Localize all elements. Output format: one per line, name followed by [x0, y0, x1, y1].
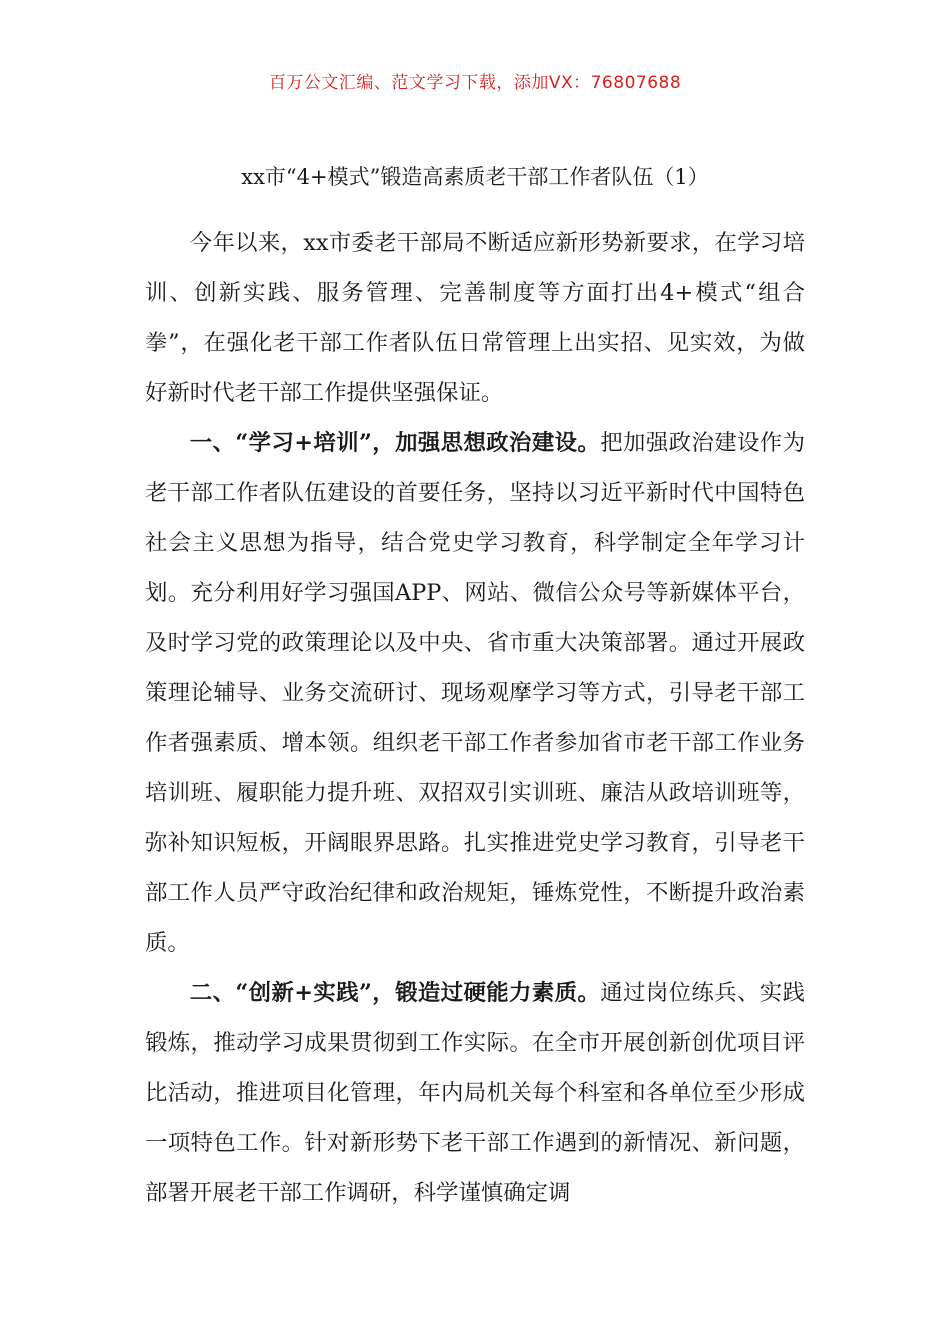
paragraph-section-2 [145, 968, 805, 1218]
paragraph-text: 通过岗位练兵、实践锻炼，推动学习成果贯彻到工作实际。在全市开展创新创优项目评比活动，推进项目化管理，年内局机关每个科室和各单位至少形成一项特色工作。针对新形势下老干部工作遇到的新情况、新问题，部署开展老干部工作调研，科学谨慎确定调 [145, 980, 805, 1206]
paragraph-lead: 二、“创新+实践”，锻造过硬能力素质。 [189, 980, 601, 1006]
paragraph-text: 今年以来，xx市委老干部局不断适应新形势新要求，在学习培训、创新实践、服务管理、完善制度等方面打出4+模式“组合拳”，在强化老干部工作者队伍日常管理上出实招、见实效，为做好新时代老干部工作提供坚强保证。 [145, 230, 805, 406]
paragraph-text: 把加强政治建设作为老干部工作者队伍建设的首要任务，坚持以习近平新时代中国特色社会主义思想为指导，结合党史学习教育，科学制定全年学习计划。充分利用好学习强国APP、网站、微信公众号等新媒体平台，及时学习党的政策理论以及中央、省市重大决策部署。通过开展政策理论辅导、业务交流研讨、现场观摩学习等方式，引导老干部工作者强素质、增本领。组织老干部工作者参加省市老干部工作业务培训班、履职能力提升班、双招双引实训班、廉洁从政培训班等，弥补知识短板，开阔眼界思路。扎实推进党史学习教育，引导老干部工作人员严守政治纪律和政治规矩，锤炼党性，不断提升政治素质。 [145, 430, 805, 956]
paragraph-intro [145, 218, 805, 418]
document-title: xx市“4+模式”锻造高素质老干部工作者队伍（1） [241, 165, 709, 189]
paragraph-lead: 一、“学习+培训”，加强思想政治建设。 [189, 430, 601, 456]
document-body [145, 218, 805, 1218]
paragraph-section-1 [145, 418, 805, 968]
header-note: 百万公文汇编、范文学习下载，添加VX：76807688 [268, 73, 682, 93]
